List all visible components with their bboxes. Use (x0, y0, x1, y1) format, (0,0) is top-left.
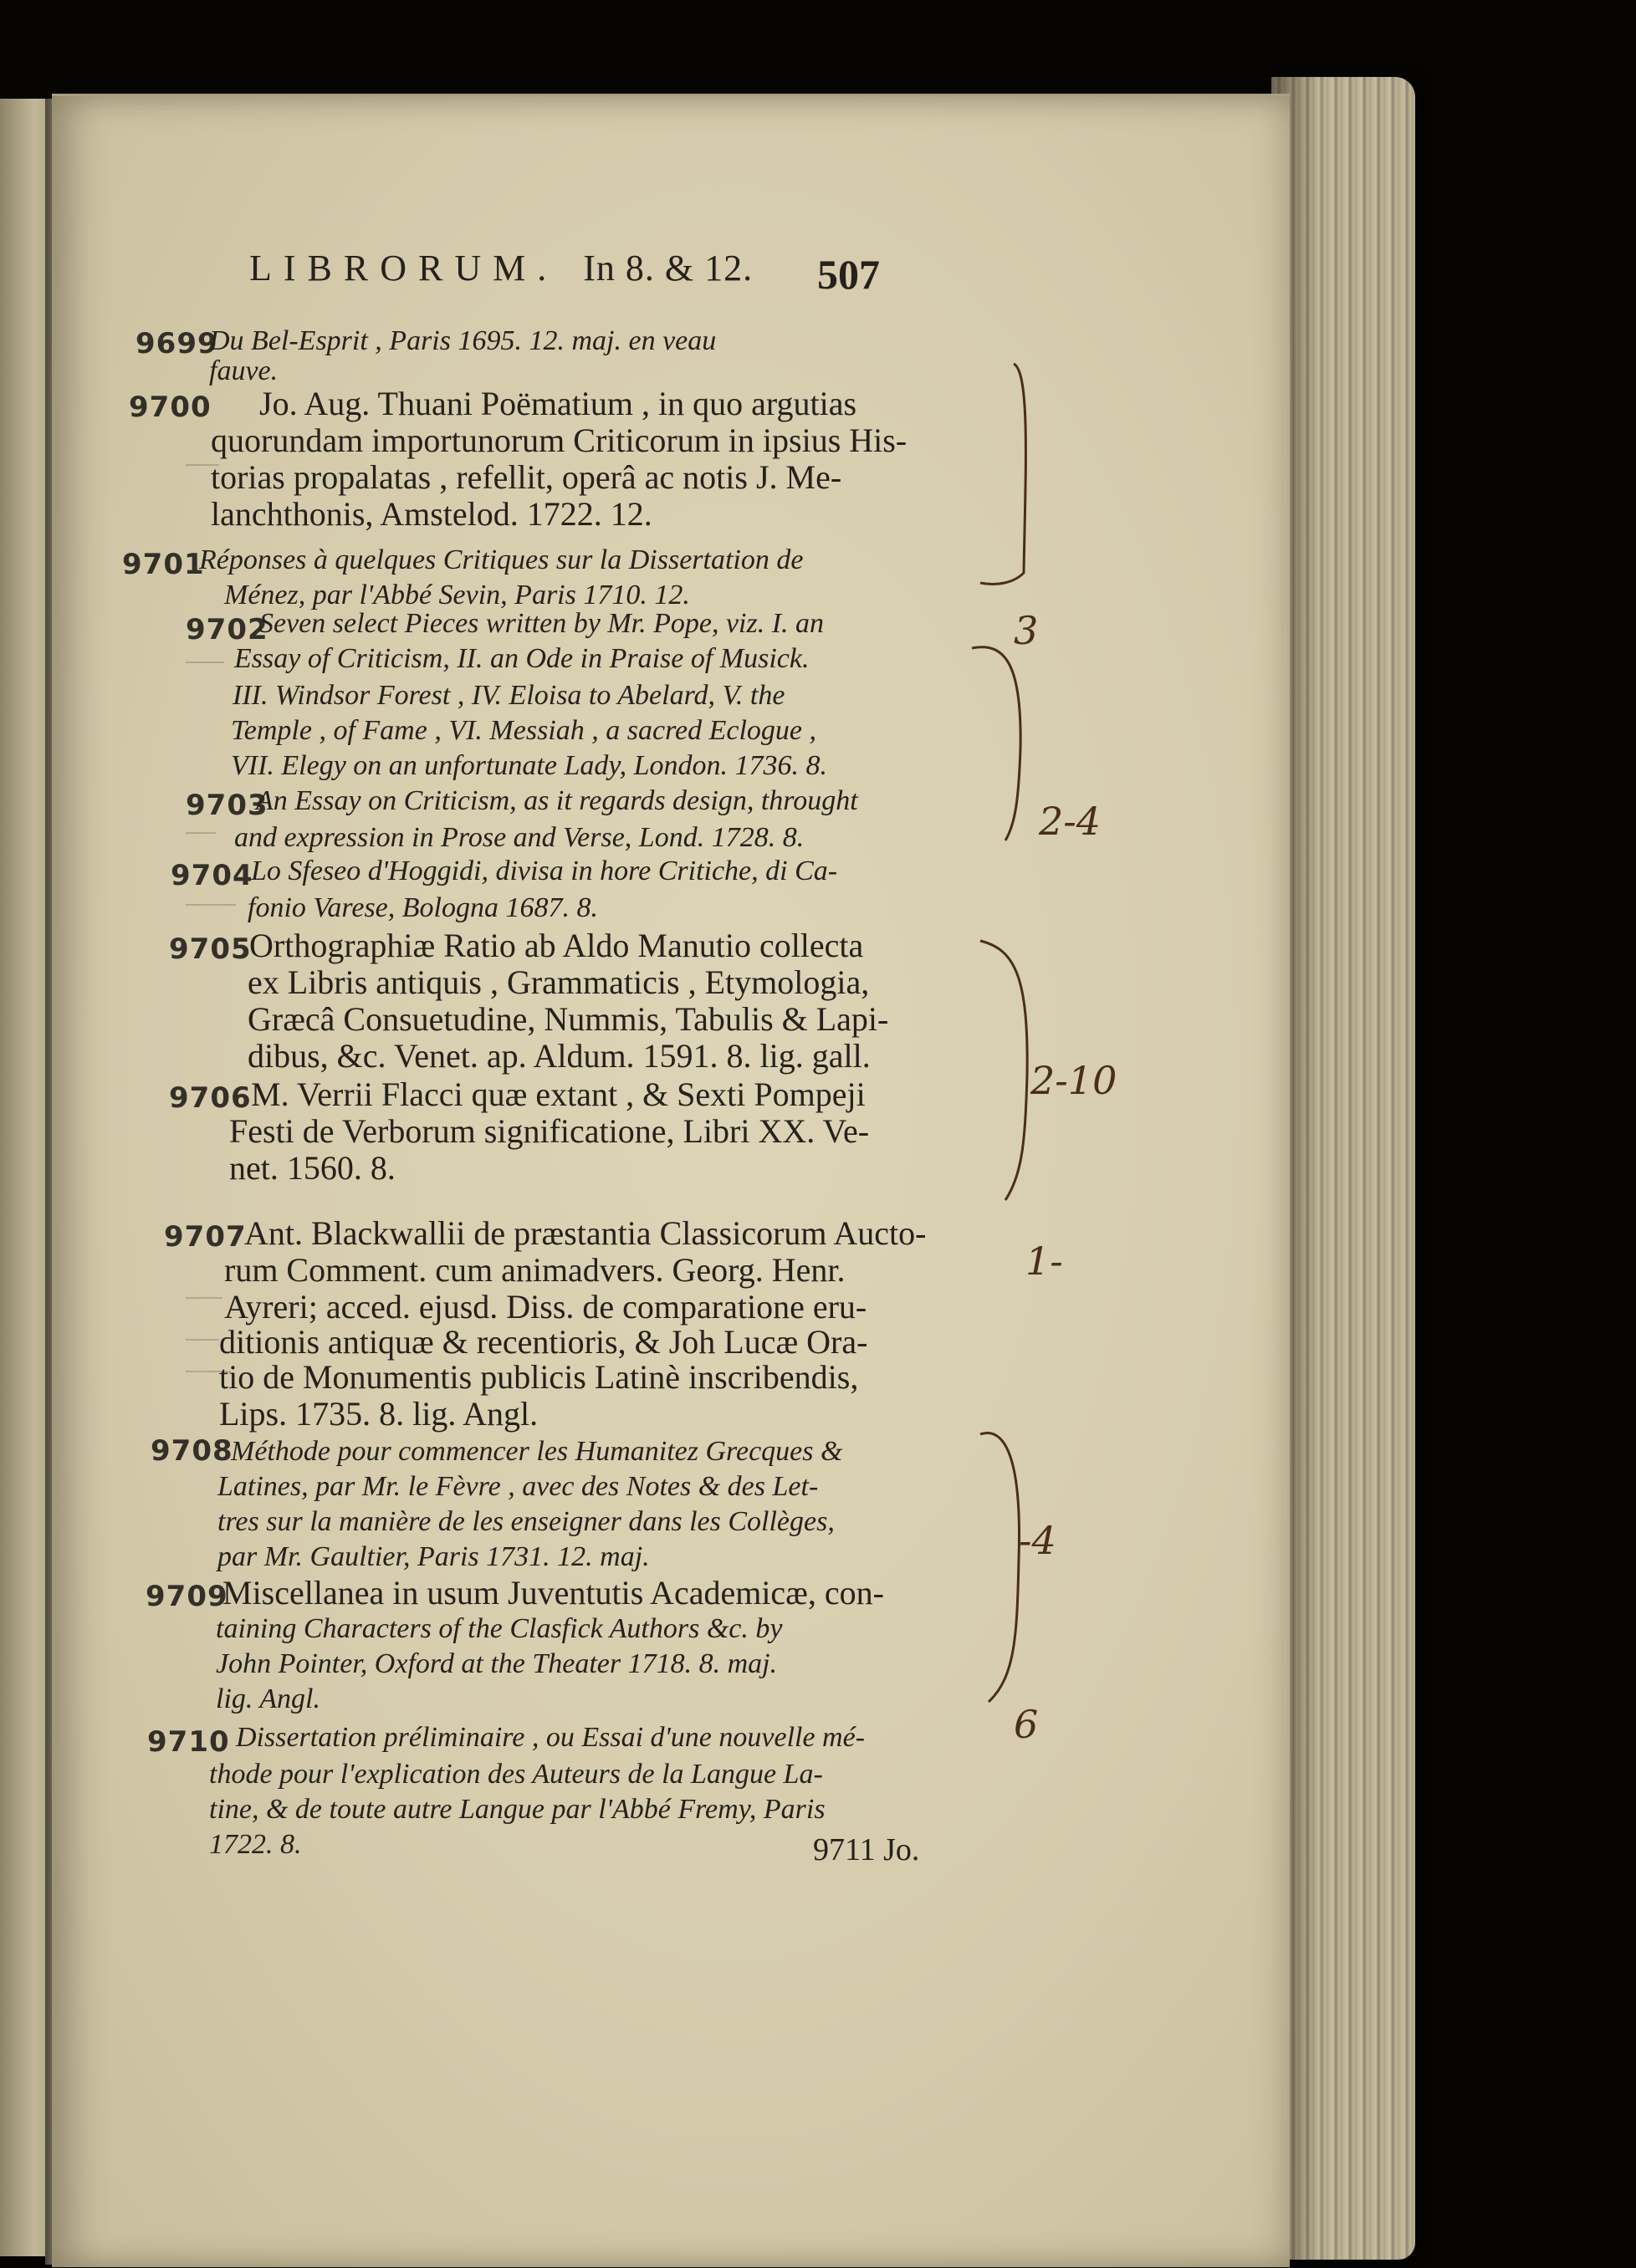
ink-bracket (955, 1409, 1056, 1719)
running-header (249, 247, 753, 289)
entry-line: net. 1560. 8. (229, 1149, 396, 1187)
pencil-mark (186, 1297, 222, 1299)
entry-line: III. Windsor Forest , IV. Eloisa to Abelard, V. the (233, 680, 785, 711)
header-format: In 8. & 12. (583, 248, 754, 289)
entry-line: Essay of Criticism, II. an Ode in Praise of Musick. (234, 643, 810, 674)
entry-line: tine, & de toute autre Langue par l'Abbé Fremy, Paris (209, 1794, 826, 1825)
entry-line: Jo. Aug. Thuani Poëmatium , in quo argutias (259, 385, 857, 422)
entry-line: John Pointer, Oxford at the Theater 1718. 8. maj. (216, 1648, 778, 1679)
entry-line: Festi de Verborum significatione, Libri XX. Ve- (229, 1112, 870, 1150)
price-annotation: 2-4 (1039, 799, 1102, 844)
page-text (52, 96, 1290, 2267)
entry-line: torias propalatas , refellit, operâ ac notis J. Me- (211, 458, 842, 496)
pencil-mark (186, 904, 236, 906)
pencil-mark (186, 1339, 219, 1341)
entry-number: 9701 (122, 548, 205, 581)
entry-line: tio de Monumentis publicis Latinè inscribendis, (219, 1358, 859, 1396)
entry-number: 9705 (169, 932, 252, 966)
entry-line: Latines, par Mr. le Fèvre , avec des Notes & des Let- (217, 1471, 819, 1502)
entry-line: Réponses à quelques Critiques sur la Dissertation de (199, 544, 804, 575)
price-annotation: 2-10 (1030, 1058, 1117, 1103)
entry-line: Miscellanea in usum Juventutis Academicæ, con- (222, 1574, 884, 1612)
entry-line: Du Bel-Esprit , Paris 1695. 12. maj. en veau (209, 325, 717, 356)
entry-number: 9707 (164, 1220, 247, 1254)
entry-line: Ayreri; acced. ejusd. Diss. de comparatione eru- (224, 1288, 867, 1326)
price-annotation: -4 (1019, 1518, 1056, 1563)
entry-number: 9708 (151, 1434, 233, 1468)
price-annotation: 3 (1014, 608, 1039, 653)
pencil-mark (186, 832, 216, 834)
entry-line: Temple , of Fame , VI. Messiah , a sacred Eclogue , (231, 715, 817, 746)
entry-number: 9700 (129, 391, 212, 424)
entry-line: Dissertation préliminaire , ou Essai d'une nouvelle mé- (236, 1722, 866, 1753)
entry-number: 9702 (186, 613, 268, 646)
price-annotation: 1- (1025, 1239, 1063, 1284)
pencil-mark (186, 1371, 231, 1372)
entry-line: Ménez, par l'Abbé Sevin, Paris 1710. 12. (224, 580, 690, 610)
entry-number: 9706 (169, 1081, 252, 1115)
header-title: LIBRORUM. (249, 248, 559, 289)
entry-line: thode pour l'explication des Auteurs de la Langue La- (209, 1759, 823, 1790)
entry-line: Méthode pour commencer les Humanitez Grecques & (231, 1436, 843, 1467)
entry-line: M. Verrii Flacci quæ extant , & Sexti Pompeji (251, 1075, 866, 1113)
entry-line: and expression in Prose and Verse, Lond. 1728. 8. (234, 822, 805, 853)
pencil-mark (186, 464, 219, 466)
entry-line: taining Characters of the Clasfick Authors &c. by (216, 1613, 783, 1644)
entry-line: Græcâ Consuetudine, Nummis, Tabulis & Lapi- (248, 1000, 889, 1038)
entry-line: tres sur la manière de les enseigner dans les Collèges, (217, 1506, 835, 1537)
entry-line: quorundam importunorum Criticorum in ipsius His- (211, 421, 907, 459)
entry-line: VII. Elegy on an unfortunate Lady, London. 1736. 8. (231, 750, 828, 781)
entry-number: 9699 (135, 327, 218, 360)
entry-number: 9710 (147, 1725, 230, 1759)
entry-line: rum Comment. cum animadvers. Georg. Henr. (224, 1251, 846, 1289)
entry-line: Orthographiæ Ratio ab Aldo Manutio collecta (249, 927, 864, 964)
entry-line: fonio Varese, Bologna 1687. 8. (248, 892, 598, 923)
entry-number: 9709 (146, 1580, 228, 1613)
entry-line: lanchthonis, Amstelod. 1722. 12. (211, 495, 652, 533)
entry-number: 9703 (186, 789, 268, 822)
entry-line: fauve. (209, 355, 279, 386)
entry-line: Lo Sfeseo d'Hoggidi, divisa in hore Critiche, di Ca- (251, 856, 838, 886)
entry-line: An Essay on Criticism, as it regards design, throught (256, 785, 858, 816)
catchword: 9711 Jo. (813, 1832, 920, 1867)
entry-line: Ant. Blackwallii de præstantia Classicorum Aucto- (244, 1214, 927, 1252)
entry-line: par Mr. Gaultier, Paris 1731. 12. maj. (217, 1541, 650, 1572)
entry-line: 1722. 8. (209, 1829, 302, 1860)
entry-line: lig. Angl. (216, 1683, 320, 1714)
page-number: 507 (817, 251, 880, 298)
catalog-page (52, 94, 1290, 2267)
entry-line: ex Libris antiquis , Grammaticis , Etymologia, (248, 963, 870, 1001)
entry-number: 9704 (171, 859, 253, 892)
entry-line: dibus, &c. Venet. ap. Aldum. 1591. 8. lig. gall. (248, 1037, 871, 1075)
entry-line: Seven select Pieces written by Mr. Pope, viz. I. an (259, 608, 825, 639)
ink-bracket (964, 347, 1064, 598)
pencil-mark (186, 662, 224, 663)
entry-line: ditionis antiquæ & recentioris, & Joh Lucæ Ora- (219, 1323, 868, 1361)
entry-line: Lips. 1735. 8. lig. Angl. (219, 1395, 539, 1433)
price-annotation: 6 (1014, 1702, 1039, 1747)
